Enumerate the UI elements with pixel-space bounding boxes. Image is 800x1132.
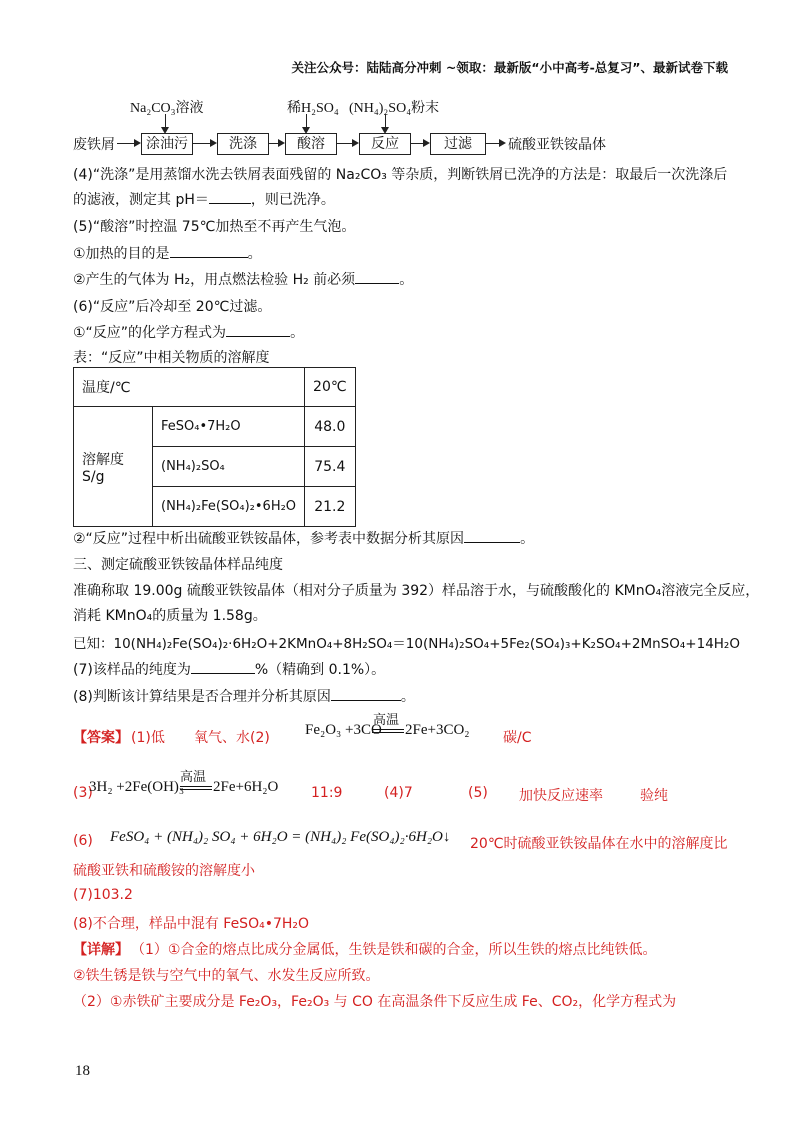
answer-6c: 硫酸亚铁和硫酸铵的溶解度小 bbox=[73, 863, 255, 879]
flow-step-4: 反应 bbox=[359, 133, 411, 155]
answer-1b: 氧气、水(2) bbox=[194, 730, 270, 746]
paragraph-line2: 消耗 KMnO₄的质量为 1.58g。 bbox=[73, 608, 267, 624]
answer-blank bbox=[226, 322, 290, 337]
detail-tag: 【详解】 bbox=[73, 942, 129, 958]
answer-6: (6) bbox=[73, 833, 93, 849]
flow-arrow-6 bbox=[486, 143, 504, 144]
table-caption: 表：“反应”中相关物质的溶解度 bbox=[73, 350, 270, 366]
table-header-temperature: 温度/℃ bbox=[74, 368, 305, 407]
flow-step-5: 过滤 bbox=[430, 133, 486, 155]
flow-arrow-4 bbox=[337, 143, 357, 144]
equation-1-left: Fe₂O₃ +3CO bbox=[305, 722, 382, 738]
paragraph-line1: 准确称取 19.00g 硫酸亚铁铵晶体（相对分子质量为 392）样品溶于水，与硫酸酸化的 KMnO₄溶液完全反应， bbox=[73, 583, 760, 599]
flow-arrow-down-3 bbox=[385, 114, 386, 132]
answer-blank bbox=[355, 269, 399, 284]
answer-7: (7)103.2 bbox=[73, 887, 133, 903]
detail-line2: ②铁生锈是铁与空气中的氧气、水发生反应所致。 bbox=[73, 968, 380, 984]
table-cell-substance: (NH₄)₂SO₄ bbox=[153, 447, 305, 487]
answer-blank bbox=[331, 686, 401, 701]
flow-reagent-na2co3: Na₂CO₃溶液 bbox=[130, 101, 204, 116]
answer-2c: 碳/C bbox=[503, 730, 532, 746]
q6-part2 bbox=[73, 528, 534, 548]
flow-arrow-3 bbox=[269, 143, 283, 144]
flow-step-1: 涂油污 bbox=[141, 133, 193, 155]
q5-line1: (5)“酸溶”时控温 75℃加热至不再产生气泡。 bbox=[73, 219, 356, 235]
q6-part2-end: 。 bbox=[520, 531, 535, 547]
flow-arrow-2 bbox=[193, 143, 215, 144]
answer-blank bbox=[464, 528, 520, 543]
flow-step-3: 酸溶 bbox=[285, 133, 337, 155]
q5-line2-text: ①加热的目的是 bbox=[73, 246, 170, 262]
answer-8: (8)不合理，样品中混有 FeSO₄•7H₂O bbox=[73, 916, 310, 932]
equation-3: FeSO₄ + (NH₄)₂ SO₄ + 6H₂O = (NH₄)₂ Fe(SO₄)₂·6H₂O↓ bbox=[110, 829, 451, 845]
flow-arrow-down-1 bbox=[165, 114, 166, 132]
table-cell-value: 48.0 bbox=[305, 407, 356, 447]
detail-line3: （2）①赤铁矿主要成分是 Fe₂O₃，Fe₂O₃ 与 CO 在高温条件下反应生成 Fe、CO₂，化学方程式为 bbox=[73, 994, 677, 1010]
answer-tag: 【答案】 bbox=[73, 730, 129, 746]
equation-1-right: 2Fe+3CO₂ bbox=[405, 722, 470, 738]
equation-1-bar bbox=[372, 729, 404, 730]
equation-2-cond: 高温 bbox=[180, 769, 207, 784]
q6-line1: (6)“反应”后冷却至 20℃过滤。 bbox=[73, 299, 272, 315]
q8-line bbox=[73, 686, 415, 706]
q8-text: (8)判断该计算结果是否合理并分析其原因 bbox=[73, 689, 331, 705]
q4-line1: (4)“洗涤”是用蒸馏水洗去铁屑表面残留的 Na₂CO₃ 等杂质，判断铁屑已洗净的方法是：取最后一次洗涤后 bbox=[73, 167, 728, 183]
flow-reagent-h2so4: 稀H₂SO₄ bbox=[287, 101, 339, 116]
table-header-20c: 20℃ bbox=[305, 368, 356, 407]
flow-arrow-down-2 bbox=[306, 114, 307, 132]
table-cell-substance: FeSO₄•7H₂O bbox=[153, 407, 305, 447]
answer-blank bbox=[191, 659, 255, 674]
q5-line2 bbox=[73, 243, 262, 263]
q4-line2 bbox=[73, 189, 335, 209]
q7-text: (7)该样品的纯度为 bbox=[73, 662, 191, 678]
equation-2-bar bbox=[180, 786, 212, 787]
q5-line2-end: 。 bbox=[247, 246, 262, 262]
q6-line2-text: ①“反应”的化学方程式为 bbox=[73, 325, 227, 341]
answer-blank bbox=[209, 189, 251, 204]
q6-line2-end: 。 bbox=[290, 325, 305, 341]
answer-blank bbox=[170, 243, 248, 258]
table-cell-substance: (NH₄)₂Fe(SO₄)₂•6H₂O bbox=[153, 487, 305, 527]
q8-end: 。 bbox=[400, 689, 415, 705]
q6-line2 bbox=[73, 322, 304, 342]
answer-4: (4)7 bbox=[384, 785, 413, 801]
solubility-table bbox=[73, 367, 356, 527]
answer-5: (5) bbox=[468, 785, 488, 801]
equation-2-bar2 bbox=[180, 789, 212, 790]
detail-line1: （1）①合金的熔点比成分金属低，生铁是铁和碳的合金，所以生铁的熔点比纯铁低。 bbox=[131, 942, 657, 958]
flow-end-label: 硫酸亚铁铵晶体 bbox=[508, 137, 606, 153]
q5-line3 bbox=[73, 269, 413, 289]
equation-2-left: 3H₂ +2Fe(OH)₃ bbox=[89, 779, 185, 795]
section-3-heading: 三、测定硫酸亚铁铵晶体样品纯度 bbox=[73, 557, 283, 573]
answer-3b: 11:9 bbox=[311, 785, 343, 801]
q5-line3-end: 。 bbox=[399, 272, 414, 288]
q7-line bbox=[73, 659, 385, 679]
q7-end: %（精确到 0.1%）。 bbox=[254, 662, 386, 678]
answer-5c: 验纯 bbox=[640, 788, 668, 804]
known-equation: 已知：10(NH₄)₂Fe(SO₄)₂·6H₂O+2KMnO₄+8H₂SO₄＝10(NH₄)₂SO₄+5Fe₂(SO₄)₃+K₂SO₄+2MnSO₄+14H₂O bbox=[73, 636, 740, 652]
q6-part2-text: ②“反应”过程中析出硫酸亚铁铵晶体，参考表中数据分析其原因 bbox=[73, 531, 465, 547]
page-header: 关注公众号：陆陆高分冲刺 ~领取：最新版“小中高考-总复习”、最新试卷下载 bbox=[291, 60, 728, 75]
answer-5b: 加快反应速率 bbox=[519, 788, 603, 804]
flow-start-label: 废铁屑 bbox=[73, 137, 115, 153]
equation-1-bar2 bbox=[372, 732, 404, 733]
q4-line2-text: 的滤液，测定其 pH＝ bbox=[73, 192, 209, 208]
answer-6b: 20℃时硫酸亚铁铵晶体在水中的溶解度比 bbox=[470, 836, 728, 852]
equation-2-right: 2Fe+6H₂O bbox=[213, 779, 279, 795]
table-row-label: 溶解度 S/g bbox=[74, 407, 153, 527]
answer-1: (1)低 bbox=[131, 730, 165, 746]
table-cell-value: 75.4 bbox=[305, 447, 356, 487]
flow-reagent-nh4so4: (NH₄)₂SO₄粉末 bbox=[349, 101, 440, 116]
flow-step-2: 洗涤 bbox=[217, 133, 269, 155]
page-number: 18 bbox=[75, 1063, 90, 1079]
flow-arrow-5 bbox=[411, 143, 428, 144]
table-cell-value: 21.2 bbox=[305, 487, 356, 527]
flow-arrow-1 bbox=[117, 143, 139, 144]
q4-line2-end: ，则已洗净。 bbox=[250, 192, 335, 208]
answer-3: (3) bbox=[73, 785, 93, 801]
q5-line3-text: ②产生的气体为 H₂，用点燃法检验 H₂ 前必须 bbox=[73, 272, 356, 288]
equation-1-cond: 高温 bbox=[373, 712, 400, 727]
